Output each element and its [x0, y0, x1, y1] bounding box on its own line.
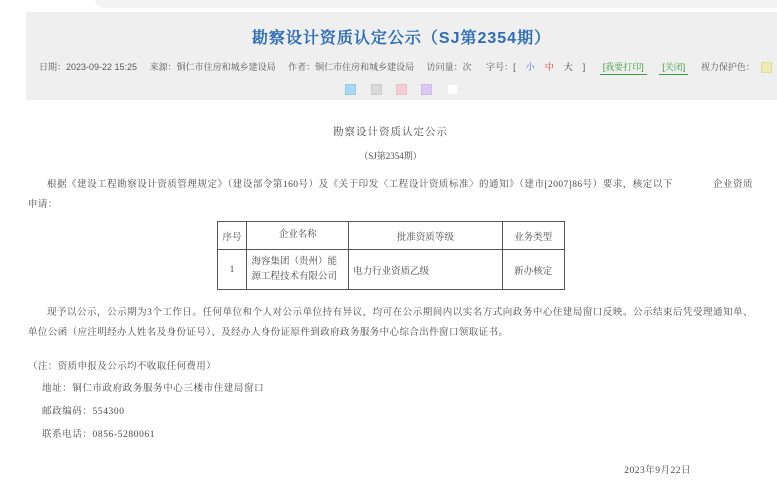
doc-subheading: （SJ第2354期） [359, 151, 422, 161]
cell-approved-grade: 电力行业资质乙级 [349, 250, 502, 290]
meta-visit-count: 访问量：次 [426, 62, 472, 72]
doc-heading: 勘察设计资质认定公示 [333, 127, 448, 138]
postcode-line: 邮政编码：554300 [42, 407, 125, 417]
eye-color-swatch-gray[interactable] [371, 84, 382, 95]
eye-protect-label: 视力保护色： [700, 62, 755, 72]
eye-color-swatch-row [34, 81, 769, 94]
page-title: 勘察设计资质认定公示（SJ第2354期） [251, 30, 552, 47]
eye-color-swatch-white[interactable] [447, 84, 458, 95]
top-edge-strip [95, 0, 777, 8]
meta-source: 来源：铜仁市住房和城乡建设局 [149, 62, 276, 72]
font-size-label-end: ] [582, 62, 586, 72]
table-row [217, 250, 564, 290]
font-size-label: 字号：[ [486, 62, 516, 72]
font-small-button[interactable]: 小 [525, 62, 535, 72]
address-line: 地址：铜仁市政府政务服务中心三楼市住建局窗口 [42, 384, 265, 394]
header-company-name: 企业名称 [247, 222, 349, 250]
header-serial-no: 序号 [217, 222, 247, 250]
article-header [26, 12, 777, 100]
font-size-control [481, 62, 593, 72]
eye-color-swatch-purple[interactable] [421, 84, 432, 95]
page-container [26, 12, 777, 496]
header-approved-grade: 批准资质等级 [349, 222, 502, 250]
eye-color-swatch-blue[interactable] [345, 84, 356, 95]
eye-color-swatch-yellow[interactable] [761, 62, 772, 73]
header-business-type: 业务类型 [502, 222, 564, 250]
font-large-button[interactable]: 大 [563, 62, 573, 72]
print-button[interactable]: [我要打印] [600, 62, 647, 75]
close-button[interactable]: [关闭] [659, 62, 688, 75]
paragraph-publicity: 现予以公示，公示期为3个工作日。任何单位和个人对公示单位持有异议，均可在公示期间内以实名方式向政务中心住建局窗口反映。公示结束后凭受理通知单、单位公函（应注明经办人姓名及身份证号）、及经办人身份证原件到政府政务服务中心综合出件窗口领取证书。 [28, 308, 753, 338]
doc-date: 2023年9月22日 [624, 466, 691, 476]
cell-company-name: 海容集团（贵州）能源工程技术有限公司 [247, 250, 349, 290]
meta-date: 日期：2023-09-22 15:25 [39, 62, 138, 72]
cell-serial-no: 1 [217, 250, 247, 290]
eye-color-swatch-pink[interactable] [396, 84, 407, 95]
article-meta-bar [34, 60, 769, 74]
paragraph-basis: 根据《建设工程勘察设计资质管理规定》（建设部令第160号）及《关于印发〈工程设计资质标准〉的通知》（建市[2007]86号）要求，核定以下 企业资质申请： [28, 180, 753, 210]
table-header-row [217, 222, 564, 250]
phone-line: 联系电话：0856-5280061 [42, 430, 156, 440]
cell-business-type: 新办核定 [502, 250, 564, 290]
qualification-table [217, 221, 565, 290]
announcement-document [26, 100, 777, 476]
font-medium-button[interactable]: 中 [544, 62, 554, 72]
meta-author: 作者：铜仁市住房和城乡建设局 [288, 62, 415, 72]
note-line: （注：资质申报及公示均不收取任何费用） [28, 362, 217, 372]
